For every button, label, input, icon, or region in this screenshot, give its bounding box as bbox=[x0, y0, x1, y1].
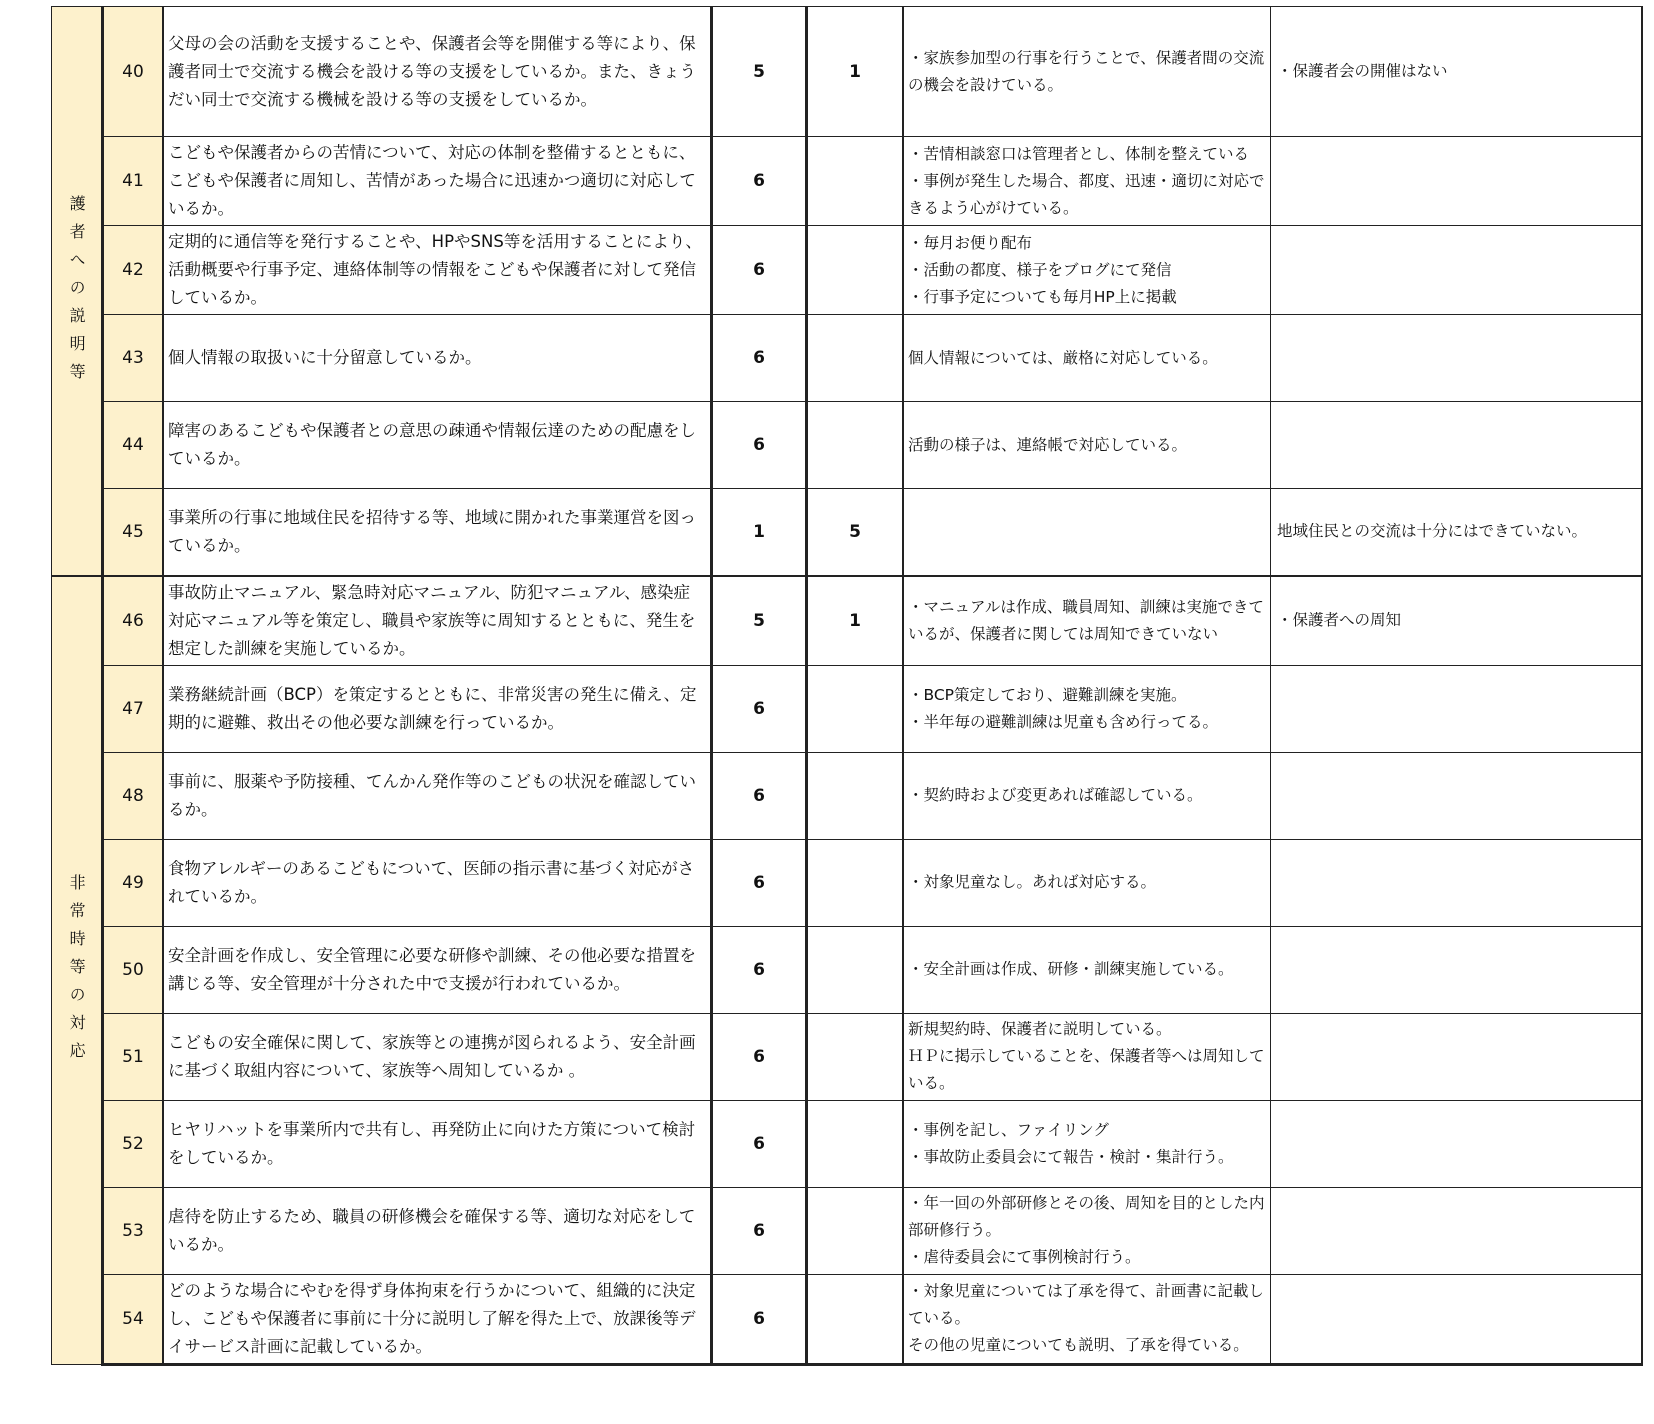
improvement-cell bbox=[1271, 1013, 1643, 1100]
effort-line: ・虐待委員会にて事例検討行う。 bbox=[908, 1248, 1141, 1266]
table-row bbox=[52, 665, 1643, 752]
no-count bbox=[807, 1100, 904, 1187]
no-count bbox=[807, 1274, 904, 1364]
no-count: 1 bbox=[807, 576, 904, 666]
no-count: 1 bbox=[807, 7, 904, 137]
effort-line: ・対象児童については了承を得て、計画書に記載している。 bbox=[908, 1282, 1264, 1327]
item-number: 49 bbox=[103, 839, 164, 926]
improvement-cell bbox=[1271, 137, 1643, 226]
improvement-cell bbox=[1271, 1274, 1643, 1364]
table-row bbox=[52, 226, 1643, 315]
no-count bbox=[807, 315, 904, 402]
yes-count: 1 bbox=[712, 489, 807, 576]
table-row bbox=[52, 1274, 1643, 1364]
yes-count: 6 bbox=[712, 1274, 807, 1364]
item-number: 45 bbox=[103, 489, 164, 576]
item-number: 42 bbox=[103, 226, 164, 315]
table-row bbox=[52, 137, 1643, 226]
item-question: どのような場合にやむを得ず身体拘束を行うかについて、組織的に決定し、こどもや保護者に事前に十分に説明し了解を得た上で、放課後等デイサービス計画に記載しているか。 bbox=[163, 1274, 712, 1364]
table-row bbox=[52, 1187, 1643, 1274]
table-row bbox=[52, 752, 1643, 839]
item-number: 46 bbox=[103, 576, 164, 666]
item-number: 41 bbox=[103, 137, 164, 226]
yes-count: 6 bbox=[712, 1187, 807, 1274]
no-count bbox=[807, 752, 904, 839]
effort-line: 活動の様子は、連絡帳で対応している。 bbox=[908, 435, 1188, 454]
no-count bbox=[807, 402, 904, 489]
effort-line: 新規契約時、保護者に説明している。 bbox=[908, 1020, 1172, 1038]
table-row bbox=[52, 7, 1643, 137]
table-row bbox=[52, 576, 1643, 666]
no-count bbox=[807, 1013, 904, 1100]
effort-line: ・半年毎の避難訓練は児童も含め行ってる。 bbox=[908, 712, 1219, 731]
yes-count: 6 bbox=[712, 315, 807, 402]
item-number: 40 bbox=[103, 7, 164, 137]
yes-count: 6 bbox=[712, 752, 807, 839]
item-question: こどもの安全確保に関して、家族等との連携が図られるよう、安全計画に基づく取組内容について、家族等へ周知しているか 。 bbox=[163, 1013, 712, 1100]
section-label: 非常時等の対応 bbox=[67, 874, 87, 1070]
improvement-cell: ・保護者会の開催はない bbox=[1271, 7, 1643, 137]
effort-cell bbox=[903, 839, 1271, 926]
yes-count: 5 bbox=[712, 7, 807, 137]
item-number: 47 bbox=[103, 665, 164, 752]
improvement-cell bbox=[1271, 1100, 1643, 1187]
yes-count: 6 bbox=[712, 1100, 807, 1187]
effort-cell bbox=[903, 926, 1271, 1013]
item-question: ヒヤリハットを事業所内で共有し、再発防止に向けた方策について検討をしているか。 bbox=[163, 1100, 712, 1187]
item-question: 事業所の行事に地域住民を招待する等、地域に開かれた事業運営を図っているか。 bbox=[163, 489, 712, 576]
table-row bbox=[52, 489, 1643, 576]
effort-cell bbox=[903, 576, 1271, 666]
effort-cell bbox=[903, 1100, 1271, 1187]
item-question: 定期的に通信等を発行することや、HPやSNS等を活用することにより、活動概要や行事予定、連絡体制等の情報をこどもや保護者に対して発信しているか。 bbox=[163, 226, 712, 315]
item-number: 43 bbox=[103, 315, 164, 402]
no-count bbox=[807, 1187, 904, 1274]
improvement-cell bbox=[1271, 752, 1643, 839]
improvement-cell bbox=[1271, 1187, 1643, 1274]
effort-cell bbox=[903, 315, 1271, 402]
table-row bbox=[52, 1013, 1643, 1100]
no-count bbox=[807, 926, 904, 1013]
effort-line: ・家族参加型の行事を行うことで、保護者間の交流の機会を設けている。 bbox=[908, 48, 1265, 94]
improvement-cell bbox=[1271, 402, 1643, 489]
item-question: 安全計画を作成し、安全管理に必要な研修や訓練、その他必要な措置を講じる等、安全管理が十分された中で支援が行われているか。 bbox=[163, 926, 712, 1013]
section-label: 護者への説明等 bbox=[67, 194, 87, 391]
effort-cell bbox=[903, 752, 1271, 839]
item-question: 事故防止マニュアル、緊急時対応マニュアル、防犯マニュアル、感染症対応マニュアル等を策定し、職員や家族等に周知するとともに、発生を想定した訓練を実施しているか。 bbox=[163, 576, 712, 666]
effort-line: ・事故防止委員会にて報告・検討・集計行う。 bbox=[908, 1147, 1234, 1166]
effort-line: その他の児童についても説明、了承を得ている。 bbox=[908, 1336, 1249, 1354]
effort-cell bbox=[903, 1013, 1271, 1100]
improvement-cell bbox=[1271, 926, 1643, 1013]
table-row bbox=[52, 402, 1643, 489]
effort-cell bbox=[903, 1187, 1271, 1274]
table-row bbox=[52, 315, 1643, 402]
evaluation-table-body bbox=[52, 7, 1643, 1365]
effort-line: ＨＰに掲示していることを、保護者等へは周知している。 bbox=[908, 1047, 1265, 1092]
table-row bbox=[52, 1100, 1643, 1187]
improvement-cell bbox=[1271, 315, 1643, 402]
effort-cell bbox=[903, 1274, 1271, 1364]
item-number: 48 bbox=[103, 752, 164, 839]
effort-line: ・行事予定についても毎月HP上に掲載 bbox=[908, 287, 1177, 306]
effort-line: ・活動の都度、様子をブログにて発信 bbox=[908, 260, 1172, 279]
effort-cell bbox=[903, 226, 1271, 315]
no-count bbox=[807, 839, 904, 926]
section-label-cell bbox=[52, 576, 103, 1365]
item-number: 54 bbox=[103, 1274, 164, 1364]
effort-cell bbox=[903, 489, 1271, 576]
item-number: 51 bbox=[103, 1013, 164, 1100]
no-count bbox=[807, 226, 904, 315]
yes-count: 6 bbox=[712, 926, 807, 1013]
effort-line: ・マニュアルは作成、職員周知、訓練は実施できているが、保護者に関しては周知できていない bbox=[908, 597, 1264, 643]
effort-cell bbox=[903, 137, 1271, 226]
improvement-cell bbox=[1271, 839, 1643, 926]
effort-line: ・年一回の外部研修とその後、周知を目的とした内部研修行う。 bbox=[908, 1194, 1265, 1239]
effort-line: ・毎月お便り配布 bbox=[908, 233, 1033, 252]
item-number: 53 bbox=[103, 1187, 164, 1274]
section-label-cell bbox=[52, 7, 103, 576]
effort-line: ・BCP策定しており、避難訓練を実施。 bbox=[908, 685, 1187, 704]
item-question: 業務継続計画（BCP）を策定するとともに、非常災害の発生に備え、定期的に避難、救出その他必要な訓練を行っているか。 bbox=[163, 665, 712, 752]
effort-line: ・対象児童なし。あれば対応する。 bbox=[908, 873, 1157, 891]
item-question: 食物アレルギーのあるこどもについて、医師の指示書に基づく対応がされているか。 bbox=[163, 839, 712, 926]
yes-count: 6 bbox=[712, 226, 807, 315]
item-number: 44 bbox=[103, 402, 164, 489]
yes-count: 6 bbox=[712, 137, 807, 226]
no-count bbox=[807, 137, 904, 226]
effort-cell bbox=[903, 7, 1271, 137]
effort-line: ・契約時および変更あれば確認している。 bbox=[908, 786, 1203, 804]
yes-count: 5 bbox=[712, 576, 807, 666]
effort-line: ・事例が発生した場合、都度、迅速・適切に対応できるよう心がけている。 bbox=[908, 171, 1265, 217]
effort-line: ・事例を記し、ファイリング bbox=[908, 1120, 1109, 1139]
item-question: 事前に、服薬や予防接種、てんかん発作等のこどもの状況を確認しているか。 bbox=[163, 752, 712, 839]
no-count: 5 bbox=[807, 489, 904, 576]
item-question: 父母の会の活動を支援することや、保護者会等を開催する等により、保護者同士で交流する機会を設ける等の支援をしているか。また、きょうだい同士で交流する機械を設ける等の支援をしているか。 bbox=[163, 7, 712, 137]
effort-line: ・安全計画は作成、研修・訓練実施している。 bbox=[908, 960, 1234, 978]
yes-count: 6 bbox=[712, 839, 807, 926]
effort-cell bbox=[903, 665, 1271, 752]
item-question: 障害のあるこどもや保護者との意思の疎通や情報伝達のための配慮をしているか。 bbox=[163, 402, 712, 489]
item-question: こどもや保護者からの苦情について、対応の体制を整備するとともに、こどもや保護者に周知し、苦情があった場合に迅速かつ適切に対応しているか。 bbox=[163, 137, 712, 226]
item-question: 個人情報の取扱いに十分留意しているか。 bbox=[163, 315, 712, 402]
yes-count: 6 bbox=[712, 1013, 807, 1100]
yes-count: 6 bbox=[712, 665, 807, 752]
improvement-cell: ・保護者への周知 bbox=[1271, 576, 1643, 666]
table-row bbox=[52, 926, 1643, 1013]
table-row bbox=[52, 839, 1643, 926]
yes-count: 6 bbox=[712, 402, 807, 489]
effort-line: ・苦情相談窓口は管理者とし、体制を整えている bbox=[908, 144, 1250, 163]
improvement-cell bbox=[1271, 665, 1643, 752]
item-number: 50 bbox=[103, 926, 164, 1013]
effort-line: 個人情報については、厳格に対応している。 bbox=[908, 348, 1218, 367]
effort-cell bbox=[903, 402, 1271, 489]
no-count bbox=[807, 665, 904, 752]
improvement-cell bbox=[1271, 226, 1643, 315]
item-number: 52 bbox=[103, 1100, 164, 1187]
item-question: 虐待を防止するため、職員の研修機会を確保する等、適切な対応をしているか。 bbox=[163, 1187, 712, 1274]
improvement-cell: 地域住民との交流は十分にはできていない。 bbox=[1271, 489, 1643, 576]
evaluation-table bbox=[51, 6, 1643, 1366]
